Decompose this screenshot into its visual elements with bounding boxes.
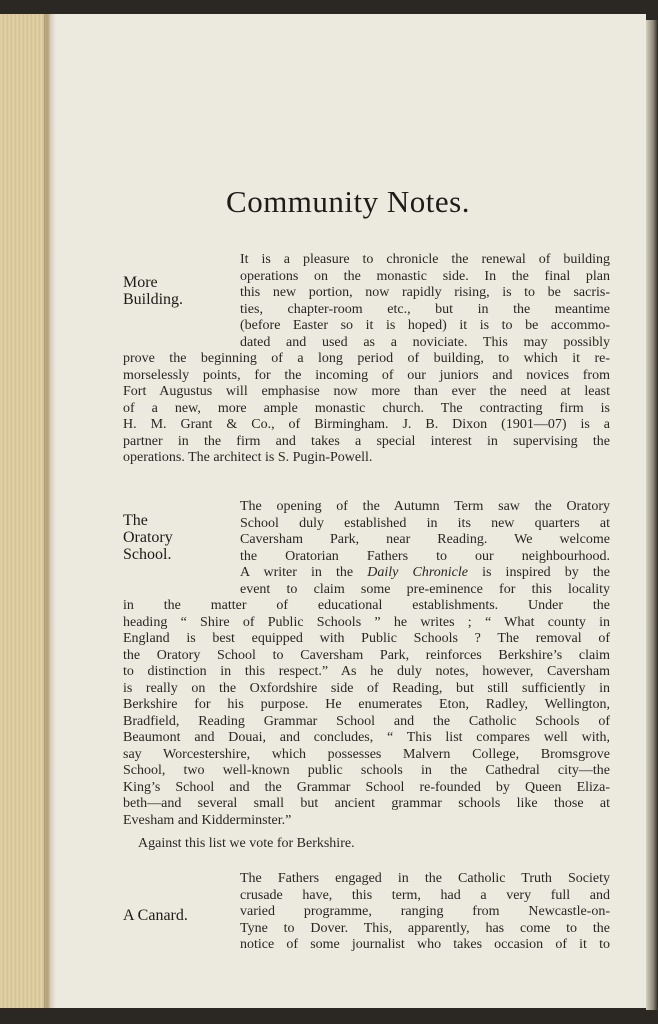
text-line: operations on the monastic side. In the final plan: [240, 268, 610, 284]
text-line: School, two well-known public schools in the Cathedral city—the: [123, 763, 610, 778]
text-line: heading “ Shire of Public Schools ” he writes ; “ What county in: [123, 614, 610, 630]
paragraph-more-building-full: [123, 351, 610, 467]
text-line: operations. The architect is S. Pugin-Powell.: [123, 450, 373, 465]
text-line: Beaumont and Douai, and concludes, “ This list compares well with,: [123, 730, 610, 745]
text-line: varied programme, ranging from Newcastle-on-: [240, 904, 610, 919]
text-line: in the matter of educational establishments. Under the: [123, 598, 610, 613]
page-right-edge: [646, 20, 658, 1010]
text-line: event to claim some pre-eminence for this locality: [240, 581, 610, 597]
text-fragment: is inspired by the: [467, 565, 611, 580]
text-line: prove the beginning of a long period of building, to which it re-: [123, 351, 610, 366]
text-line: ties, chapter-room etc., but in the meantime: [240, 301, 610, 317]
text-line: is really on the Oxfordshire side of Reading, but still sufficiently in: [123, 680, 610, 696]
text-line: the Oratory School to Caversham Park, reinforces Berkshire’s claim: [123, 647, 610, 663]
sidehead-line: More: [123, 274, 158, 291]
text-line: crusade have, this term, had a very full and: [240, 887, 610, 903]
paragraph-canard: [240, 871, 610, 954]
text-line: King’s School and the Grammar School re-founded by Queen Eliza-: [123, 779, 610, 795]
text-line: dated and used as a noviciate. This may possibly: [240, 334, 610, 350]
text-line: of a new, more ample monastic church. The contracting firm is: [123, 400, 610, 416]
page-edges: [0, 14, 50, 1008]
text-line: this new portion, now rapidly rising, is to be sacris-: [240, 285, 610, 300]
text-line: to distinction in this respect.” As he duly notes, however, Caversham: [123, 664, 610, 679]
sidehead-line: School.: [123, 546, 172, 563]
sidehead-a-canard: [123, 907, 188, 924]
text-line: Fort Augustus will emphasise now more than ever the need at least: [123, 384, 610, 399]
text-line: The Fathers engaged in the Catholic Truth Society: [240, 871, 610, 886]
text-line: It is a pleasure to chronicle the renewal of building: [240, 252, 610, 267]
text-line: the Oratorian Fathers to our neighbourhood.: [240, 548, 610, 564]
sidehead-oratory-school: [123, 512, 173, 563]
text-line: The opening of the Autumn Term saw the Oratory: [240, 499, 610, 514]
paragraph-oratory-indented: [240, 499, 610, 598]
text-line: Berkshire for his purpose. He enumerates Eton, Radley, Wellington,: [123, 697, 610, 712]
text-line: beth—and several small but ancient grammar schools like those at: [123, 796, 610, 811]
document-page: [50, 14, 646, 1008]
text-line: School duly established in its new quarters at: [240, 515, 610, 531]
text-line: [240, 565, 610, 582]
text-fragment: A writer in the: [240, 565, 354, 580]
page-title: Community Notes.: [226, 184, 470, 219]
sidehead-line: A Canard.: [123, 907, 188, 924]
text-line: England is best equipped with Public Schools ? The removal of: [123, 631, 610, 646]
closing-line: [138, 836, 610, 853]
text-line: (before Easter so it is hoped) it is to be accommo-: [240, 318, 610, 333]
text-line: H. M. Grant & Co., of Birmingham. J. B. Dixon (1901—07) is a: [123, 417, 610, 432]
text-line: Evesham and Kidderminster.”: [123, 812, 292, 828]
paragraph-more-building-indented: [240, 252, 610, 351]
text-line: notice of some journalist who takes occasion of it to: [240, 937, 610, 952]
sidehead-line: Oratory: [123, 529, 173, 546]
text-line: morselessly points, for the incoming of our juniors and novices from: [123, 367, 610, 383]
sidehead-line: Building.: [123, 291, 184, 308]
spine-shadow: [44, 14, 56, 1008]
newspaper-title: Daily Chronicle: [367, 565, 468, 580]
sidehead-line: The: [123, 512, 148, 529]
text-line: partner in the firm and takes a special interest in supervising the: [123, 433, 610, 449]
closing-text: Against this list we vote for Berkshire.: [138, 836, 355, 851]
text-line: Bradfield, Reading Grammar School and the Catholic Schools of: [123, 713, 610, 729]
paragraph-oratory-full: [123, 598, 610, 829]
text-line: Tyne to Dover. This, apparently, has come to the: [240, 920, 610, 936]
text-line: say Worcestershire, which possesses Malvern College, Bromsgrove: [123, 746, 610, 762]
text-line: Caversham Park, near Reading. We welcome: [240, 532, 610, 547]
sidehead-more-building: [123, 274, 183, 308]
